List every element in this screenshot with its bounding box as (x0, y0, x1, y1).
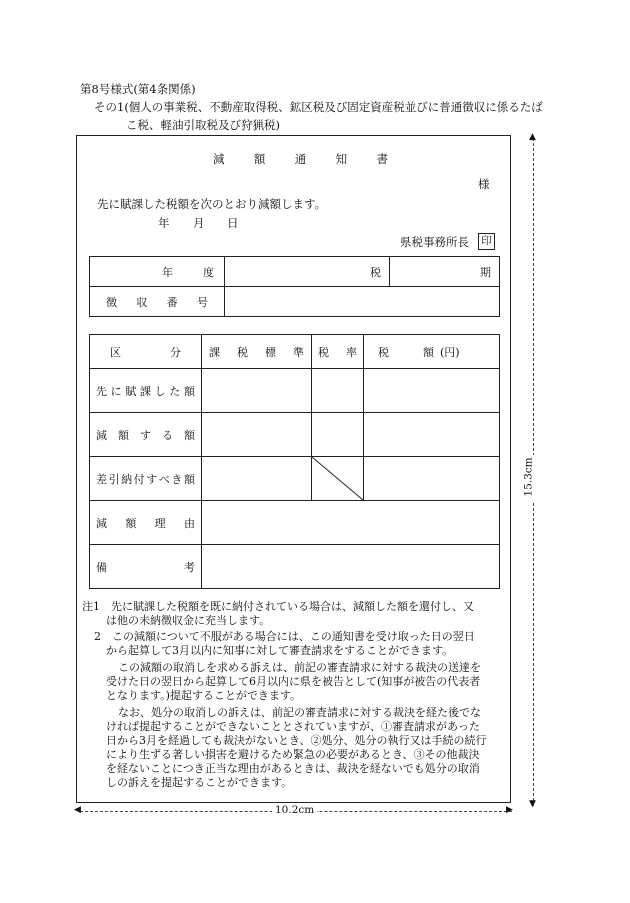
note-2-line10: を経ないことにつき正当な理由があるときは、裁決を経ないでも処分の取消 (106, 762, 480, 775)
note-2-line11: しの訴えを提起することができます。 (106, 776, 293, 789)
previous-tax-base (202, 369, 312, 413)
note-2-line7: ければ提起することができないこととされていますが、①審査請求があった (106, 720, 480, 733)
date-month: 月 (193, 216, 205, 230)
note-1-line1: 注1 先に賦課した税額を既に納付されている場合は、減額した額を還付し、又 (82, 600, 474, 613)
header-category: 区 分 (90, 335, 202, 369)
reduction-tax-base (202, 413, 312, 457)
note-2-line8: 日から3月を経過しても裁決がないとき、②処分、処分の執行又は手続の続行 (106, 734, 487, 747)
diagonal-slash (312, 457, 363, 500)
notice-title: 減 額 通 知 書 (213, 152, 388, 166)
up-arrow-icon: ▲ (529, 132, 536, 142)
net-tax-rate (312, 457, 364, 501)
left-arrow-icon: ◀ (74, 805, 81, 815)
note-2-line6: なお、処分の取消しの訴えは、前記の審査請求に対する裁決を経た後でな (118, 706, 481, 719)
note-2-line3: この減額の取消しを求める訴えは、前記の審査請求に対する裁決の送達を (118, 661, 481, 674)
row-label-reduction-reason: 減 額 理 由 (90, 501, 202, 545)
row-label-remarks: 備 考 (90, 545, 202, 589)
collection-number-value (225, 287, 500, 317)
header-tax-rate: 税 率 (312, 335, 364, 369)
right-arrow-icon: ▶ (506, 805, 513, 815)
net-tax-amount (364, 457, 500, 501)
addressee-suffix: 様 (478, 177, 490, 191)
note-2-line2: から起算して3月以内に知事に対して審査請求をすることができます。 (106, 644, 454, 657)
collection-number-label: 徴 収 番 号 (90, 287, 225, 317)
row-label-net-payable: 差 引 納 付 す べ き 額 (90, 457, 202, 501)
note-2-line4: 受けた日の翌日から起算して6月以内に県を被告として(知事が被告の代表者 (106, 675, 481, 688)
note-2-line5: となります。)提起することができます。 (106, 689, 302, 702)
previous-tax-rate (312, 369, 364, 413)
seal-mark: 印 (478, 233, 495, 250)
main-table (89, 334, 500, 589)
info-table (89, 256, 500, 317)
width-label: 10.2cm (272, 804, 317, 816)
note-2-line1: 2 この減額について不服がある場合には、この通知書を受け取った日の翌日 (94, 630, 475, 643)
form-subtitle-line2: こ税、軽油引取税及び狩猟税) (126, 118, 280, 132)
reduction-tax-rate (312, 413, 364, 457)
previous-tax-amount (364, 369, 500, 413)
form-number: 第8号様式(第4条関係) (80, 82, 196, 96)
period-cell: 期 (390, 257, 500, 287)
date-day: 日 (227, 216, 239, 230)
notice-body: 先に賦課した税額を次のとおり減額します。 (97, 197, 327, 211)
issuer: 県税事務所長 (400, 235, 469, 249)
header-tax-base: 課 税 標 準 (202, 335, 312, 369)
tax-cell: 税 (225, 257, 390, 287)
fiscal-year-cell: 年 度 (90, 257, 225, 287)
reduction-reason-value (202, 501, 500, 545)
note-1-line2: は他の未納徴収金に充当します。 (106, 614, 271, 627)
net-tax-base (202, 457, 312, 501)
down-arrow-icon: ▼ (529, 799, 536, 809)
height-label: 15.3cm (522, 457, 535, 497)
reduction-tax-amount (364, 413, 500, 457)
header-tax-amount: 税 額 (円) (364, 335, 500, 369)
form-subtitle-line1: その1(個人の事業税、不動産取得税、鉱区税及び固定資産税並びに普通徴収に係るたば (94, 100, 543, 114)
row-label-previous-amount: 先 に 賦 課 し た 額 (90, 369, 202, 413)
row-label-reduction-amount: 減 額 す る 額 (90, 413, 202, 457)
remarks-value (202, 545, 500, 589)
date-year: 年 (158, 216, 170, 230)
note-2-line9: により生ずる著しい損害を避けるため緊急の必要があるとき、③その他裁決 (106, 748, 480, 761)
